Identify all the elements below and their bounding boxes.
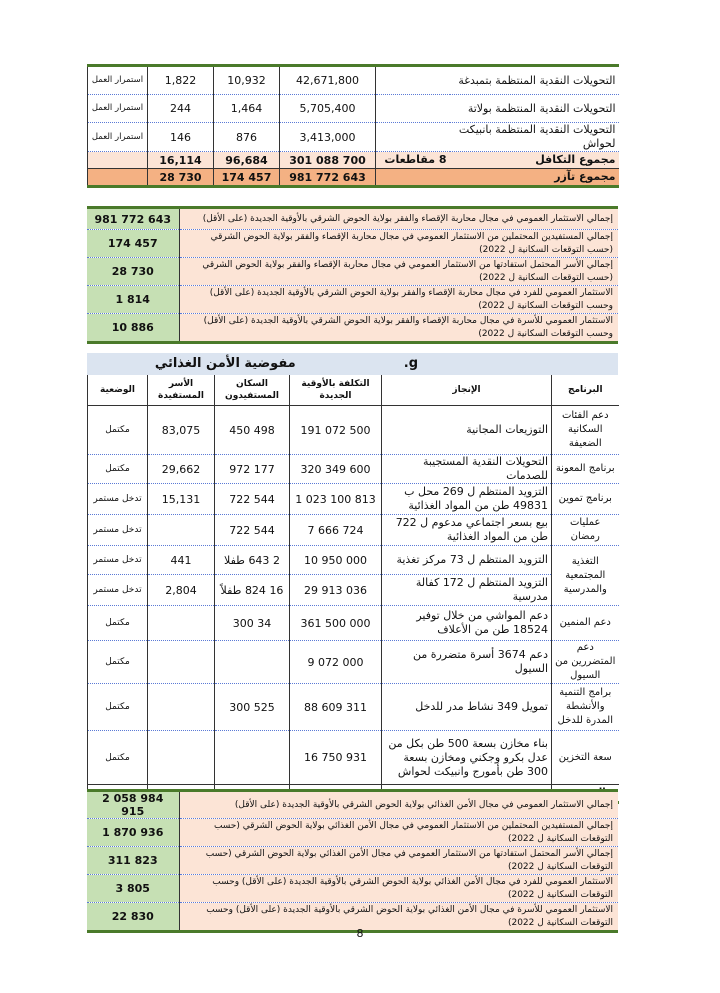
population-cell: 1,464: [214, 95, 280, 123]
poverty-summary-box: [87, 206, 618, 344]
table-row: [88, 406, 619, 455]
achievement-cell: التزويد المنتظم ل 73 مركز تغذية: [382, 546, 552, 575]
summary-row: [87, 847, 618, 875]
table-row: [88, 641, 619, 684]
sum-empty-cell: [88, 152, 148, 169]
households-cell: [148, 515, 215, 546]
summary-label: الاستثمار العمومي للفرد في مجال الأمن الغذائي بولاية الحوض الشرقي بالأوقية الجديدة (على الأقل) وحسب التوقعات السكانية ل 2022): [179, 875, 618, 903]
cash-transfers-table: [87, 64, 619, 188]
summary-value: 3 805: [87, 875, 179, 903]
achievement-cell: التحويلات النقدية المستجيبة للصدمات: [382, 455, 552, 484]
tazar-empty-cell: [88, 169, 148, 187]
program-cell: عمليات رمضان: [552, 515, 619, 546]
summary-label: إجمالي المستفيدين المحتملين من الاستثمار العمومي في مجال الأمن الغذائي بولاية الحوض الشرقي (حسب التوقعات السكانية ل 2022): [179, 819, 618, 847]
summary-row: [87, 314, 618, 343]
description-cell: التحويلات النقدية المنتظمة بانبيكت لحواش: [450, 123, 619, 152]
cost-cell: 191 072 500: [290, 406, 382, 455]
summary-label: إجمالي الاستثمار العمومي في مجال محاربة الإقصاء والفقر بولاية الحوض الشرقي بالأوقية الجديدة (على الأقل): [179, 208, 618, 230]
header-status: الوضعية: [88, 375, 148, 406]
table-row: [88, 546, 619, 575]
tazar-cost: 981 772 643: [280, 169, 376, 187]
achievement-cell: التزويد المنتظم ل 172 كفالة مدرسية: [382, 575, 552, 606]
status-cell: استمرار العمل: [88, 66, 148, 95]
households-cell: 441: [148, 546, 215, 575]
sum-population: 96,684: [214, 152, 280, 169]
cost-cell: 10 950 000: [290, 546, 382, 575]
program-cell: دعم المنمين: [552, 606, 619, 641]
population-cell: [215, 641, 290, 684]
achievement-cell: التوزيعات المجانية: [382, 406, 552, 455]
households-cell: [148, 606, 215, 641]
table-row: [88, 515, 619, 546]
header-population: السكان المستفيدون: [215, 375, 290, 406]
summary-value: 981 772 643: [87, 208, 179, 230]
program-cell: سعة التخزين: [552, 731, 619, 785]
program-cell: التغذية المجتمعية والمدرسية: [552, 546, 619, 606]
sum-tazar-row: [88, 169, 619, 187]
summary-value: 22 830: [87, 903, 179, 932]
achievement-cell: بناء مخازن بسعة 500 طن بكل من عدل بكرو وجكني ومخازن بسعة 300 طن بأمورج وانبيكت لحواش: [382, 731, 552, 785]
program-cell: برنامج تموين: [552, 484, 619, 515]
table-row: [88, 95, 619, 123]
households-cell: 146: [148, 123, 214, 152]
description-cell: التحويلات النقدية المنتظمة بتمبدغة: [450, 66, 619, 95]
cost-cell: 320 349 600: [290, 455, 382, 484]
summary-row: [87, 791, 618, 819]
achievement-cell: دعم 3674 أسرة متضررة من السيول: [382, 641, 552, 684]
header-households: الأسر المستفيدة: [148, 375, 215, 406]
summary-row: [87, 875, 618, 903]
cost-cell: 3,413,000: [280, 123, 376, 152]
summary-row: [87, 230, 618, 258]
summary-value: 2 058 984 915: [87, 791, 179, 819]
households-cell: 15,131: [148, 484, 215, 515]
population-cell: 544 722: [215, 515, 290, 546]
status-cell: تدخل مستمر: [88, 484, 148, 515]
table-row: [88, 731, 619, 785]
table-row: [88, 123, 619, 152]
population-cell: 16 824 طفلاً: [215, 575, 290, 606]
population-cell: 2 643 طفلا: [215, 546, 290, 575]
population-cell: 525 300: [215, 684, 290, 731]
summary-value: 311 823: [87, 847, 179, 875]
program-cell: دعم الفئات السكانية الضعيفة: [552, 406, 619, 455]
population-cell: 177 972: [215, 455, 290, 484]
summary-label: إجمالي الأسر المحتمل استفادتها من الاستثمار العمومي في مجال محاربة الإقصاء والفقر بولاية الحوض الشرقي (حسب التوقعات السكانية ل 2022): [179, 258, 618, 286]
households-cell: [148, 731, 215, 785]
population-cell: 10,932: [214, 66, 280, 95]
section-title: مفوضية الأمن الغذائي: [154, 356, 296, 371]
empty-cell: [376, 123, 450, 152]
header-program: البرنامج: [552, 375, 619, 406]
table-row: [88, 66, 619, 95]
summary-row: [87, 258, 618, 286]
summary-label: الاستثمار العمومي للأسرة في مجال الأمن الغذائي بولاية الحوض الشرقي بالأوقية الجديدة (على الأقل) وحسب التوقعات السكانية ل 2022): [179, 903, 618, 932]
population-cell: 34 300: [215, 606, 290, 641]
empty-cell: [376, 95, 450, 123]
households-cell: [148, 684, 215, 731]
empty-cell: [376, 66, 450, 95]
cost-cell: 42,671,800: [280, 66, 376, 95]
summary-row: [87, 208, 618, 230]
achievement-cell: تمويل 349 نشاط مدر للدخل: [382, 684, 552, 731]
description-cell: التحويلات النقدية المنتظمة بولاتة: [450, 95, 619, 123]
achievement-cell: التزويد المنتظم ل 269 محل ب 49831 طن من المواد الغذائية: [382, 484, 552, 515]
households-cell: 2,804: [148, 575, 215, 606]
cost-cell: 16 750 931: [290, 731, 382, 785]
status-cell: مكتمل: [88, 406, 148, 455]
summary-value: 174 457: [87, 230, 179, 258]
status-cell: مكتمل: [88, 731, 148, 785]
header-cost: التكلفة بالأوقية الجديدة: [290, 375, 382, 406]
status-cell: مكتمل: [88, 684, 148, 731]
achievement-cell: دعم المواشي من خلال توفير 18524 طن من الأعلاف: [382, 606, 552, 641]
cost-cell: 9 072 000: [290, 641, 382, 684]
tazar-label: مجموع تآزر: [450, 169, 619, 187]
summary-value: 28 730: [87, 258, 179, 286]
tazar-empty-cell-2: [376, 169, 450, 187]
status-cell: تدخل مستمر: [88, 546, 148, 575]
sum-households: 16,114: [148, 152, 214, 169]
sum-solidarity-row: [88, 152, 619, 169]
summary-label: إجمالي الاستثمار العمومي في مجال الأمن الغذائي بولاية الحوض الشرقي بالأوقية الجديدة (على الأقل): [179, 791, 618, 819]
households-cell: 1,822: [148, 66, 214, 95]
table-row: [88, 606, 619, 641]
sum-districts: 8 مقاطعات: [376, 152, 450, 169]
status-cell: تدخل مستمر: [88, 575, 148, 606]
table-row: [88, 455, 619, 484]
population-cell: [215, 731, 290, 785]
households-cell: 244: [148, 95, 214, 123]
section-heading: [87, 353, 618, 375]
summary-value: 1 814: [87, 286, 179, 314]
program-cell: برنامج المعونة: [552, 455, 619, 484]
sum-label: مجموع التكافل: [450, 152, 619, 169]
summary-label: الاستثمار العمومي للفرد في مجال محاربة الإقصاء والفقر بولاية الحوض الشرقي بالأوقية الجديدة (على الأقل) وحسب التوقعات السكانية ل 2022): [179, 286, 618, 314]
households-cell: [148, 641, 215, 684]
achievement-cell: بيع بسعر اجتماعي مدعوم ل 722 طن من المواد الغذائية: [382, 515, 552, 546]
households-cell: 29,662: [148, 455, 215, 484]
summary-value: 10 886: [87, 314, 179, 343]
population-cell: 498 450: [215, 406, 290, 455]
status-cell: تدخل مستمر: [88, 515, 148, 546]
table-row: [88, 575, 619, 606]
table-row: [88, 484, 619, 515]
section-letter: g.: [403, 356, 418, 371]
status-cell: مكتمل: [88, 455, 148, 484]
status-cell: مكتمل: [88, 641, 148, 684]
food-security-summary-box: [87, 789, 618, 933]
summary-label: إجمالي المستفيدين المحتملين من الاستثمار العمومي في مجال محاربة الإقصاء والفقر بولاية الحوض الشرقي (حسب التوقعات السكانية ل 2022): [179, 230, 618, 258]
summary-row: [87, 286, 618, 314]
cost-cell: 29 913 036: [290, 575, 382, 606]
summary-value: 1 870 936: [87, 819, 179, 847]
table-row: [88, 684, 619, 731]
summary-row: [87, 819, 618, 847]
status-cell: استمرار العمل: [88, 123, 148, 152]
summary-label: إجمالي الأسر المحتمل استفادتها من الاستثمار العمومي في مجال الأمن الغذائي بولاية الحوض الشرقي (حسب التوقعات السكانية ل 2022): [179, 847, 618, 875]
program-cell: برامج التنمية والأنشطة المدرة للدخل: [552, 684, 619, 731]
status-cell: استمرار العمل: [88, 95, 148, 123]
population-cell: 876: [214, 123, 280, 152]
cost-cell: 361 500 000: [290, 606, 382, 641]
summary-label: الاستثمار العمومي للأسرة في مجال محاربة الإقصاء والفقر بولاية الحوض الشرقي بالأوقية الجديدة (على الأقل) وحسب التوقعات السكانية ل 2022): [179, 314, 618, 343]
page-number: 8: [356, 927, 364, 940]
header-achievement: الإنجاز: [382, 375, 552, 406]
cost-cell: 1 023 100 813: [290, 484, 382, 515]
cost-cell: 7 666 724: [290, 515, 382, 546]
households-cell: 83,075: [148, 406, 215, 455]
program-cell: دعم المتضررين من السيول: [552, 641, 619, 684]
cost-cell: 5,705,400: [280, 95, 376, 123]
sum-cost: 301 088 700: [280, 152, 376, 169]
status-cell: مكتمل: [88, 606, 148, 641]
food-security-table: [87, 375, 619, 804]
tazar-households: 28 730: [148, 169, 214, 187]
tazar-population: 174 457: [214, 169, 280, 187]
cost-cell: 88 609 311: [290, 684, 382, 731]
population-cell: 544 722: [215, 484, 290, 515]
